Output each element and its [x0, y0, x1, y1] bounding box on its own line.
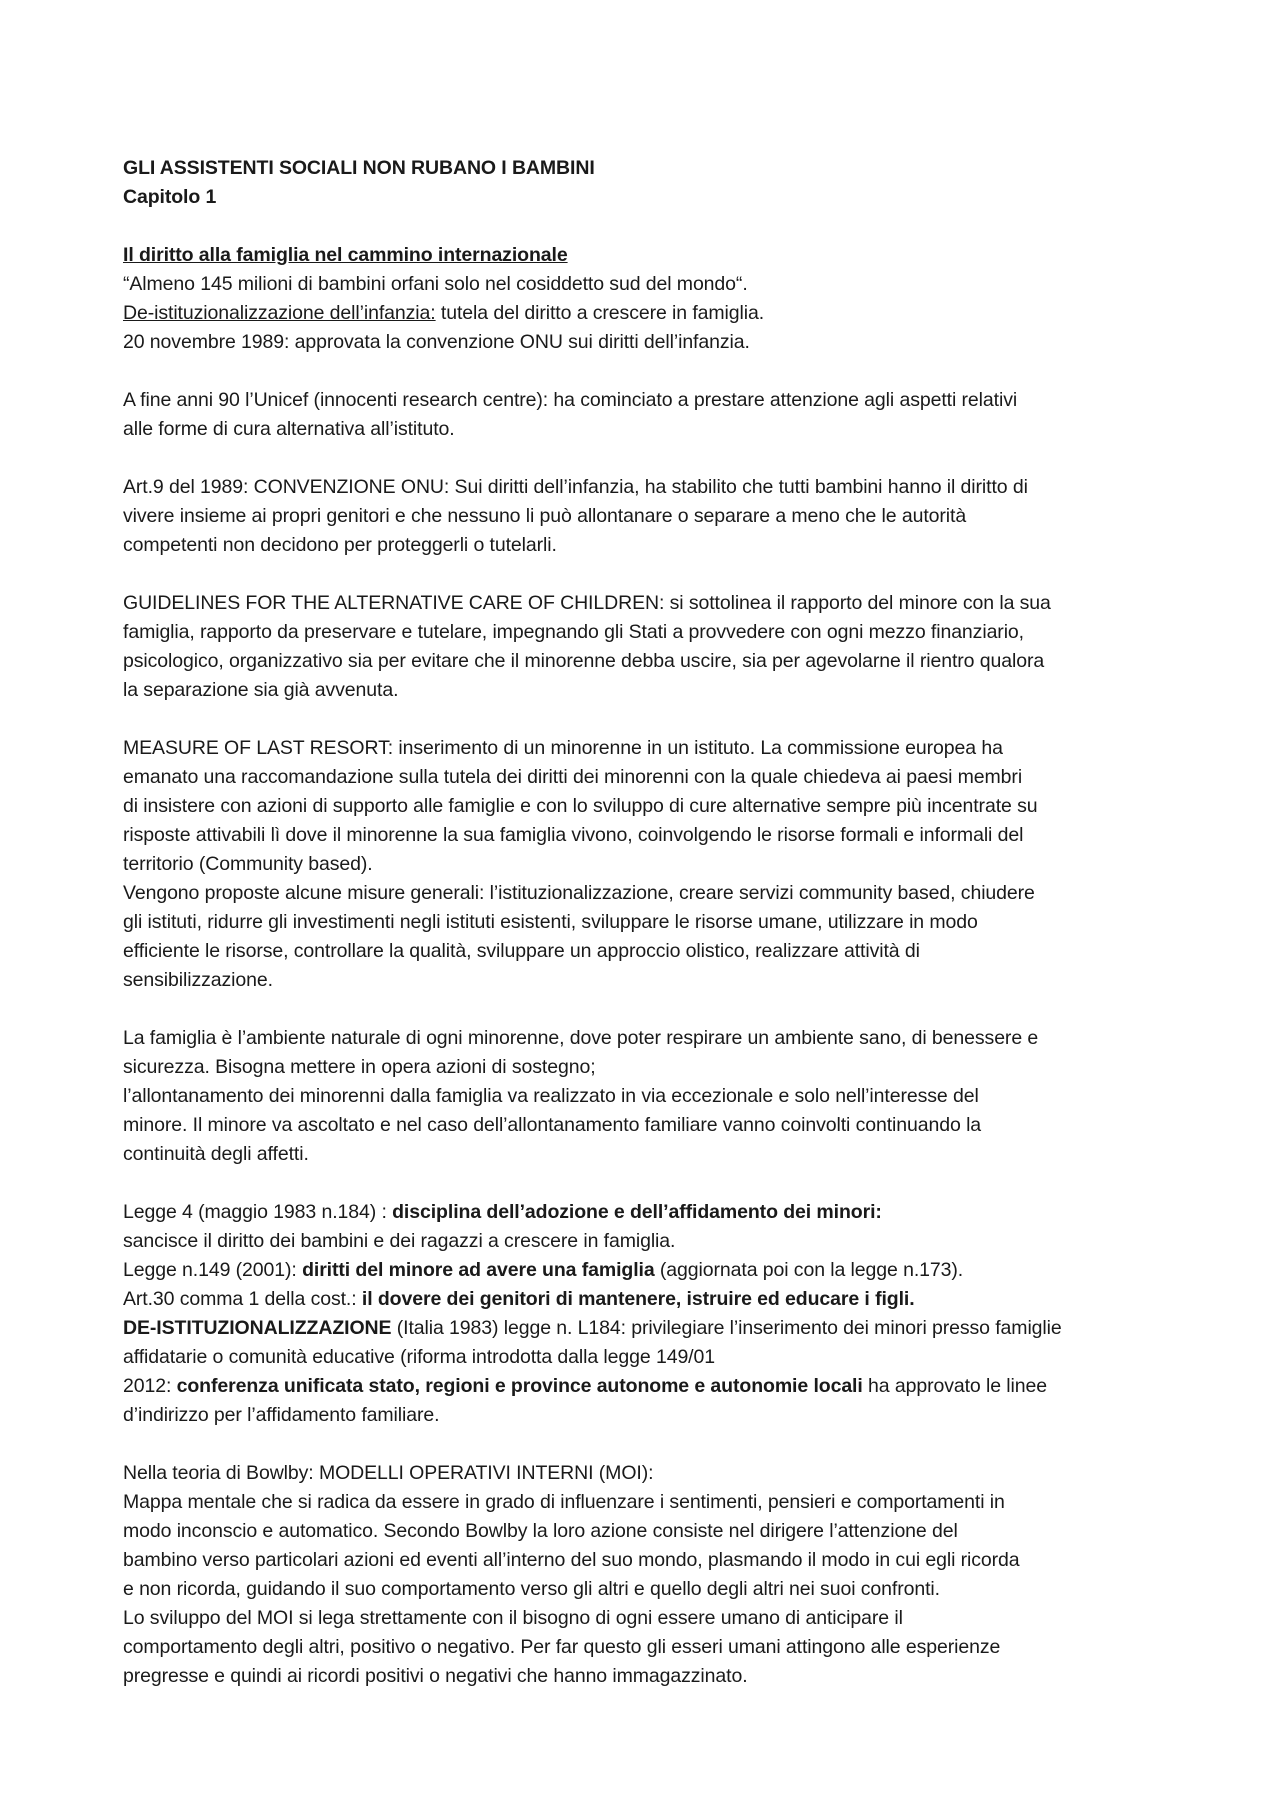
onu-1989: 20 novembre 1989: approvata la convenzione ONU sui diritti dell’infanzia.	[123, 331, 750, 353]
intro-quote: “Almeno 145 milioni di bambini orfani solo nel cosiddetto sud del mondo“.	[123, 273, 748, 295]
blank-line	[123, 560, 1183, 589]
document-page	[123, 154, 1183, 1691]
section-heading: Il diritto alla famiglia nel cammino internazionale	[123, 244, 568, 266]
legge-149: Legge n.149 (2001): diritti del minore ad avere una famiglia (aggiornata poi con la legge n.173).	[123, 1259, 964, 1281]
deistituzionalizzazione: DE-ISTITUZIONALIZZAZIONE (Italia 1983) legge n. L184: privilegiare l’inserimento dei minori presso famiglie	[123, 1317, 1062, 1339]
blank-line	[123, 995, 1183, 1024]
paragraph-guidelines: GUIDELINES FOR THE ALTERNATIVE CARE OF CHILDREN: si sottolinea il rapporto del minore con la sua famiglia, rapporto da preservare e tutelare, impegnando gli Stati a provvedere con ogni mezzo finanziario, psicologico, organizzativo sia per evitare che il minorenne debba uscire, sia per agevolarne il rientro qualora la separazione sia già avvenuta.	[123, 592, 1051, 701]
paragraph-famiglia: La famiglia è l’ambiente naturale di ogni minorenne, dove poter respirare un ambiente sano, di benessere e sicurezza. Bisogna mettere in opera azioni di sostegno; l’allontanamento dei minorenni dalla famiglia va realizzato in via eccezionale e solo nell’interesse del minore. Il minore va ascoltato e nel caso dell’allontanamento familiare vanno coinvolti continuando la continuità degli affetti.	[123, 1027, 1039, 1165]
blank-line	[123, 212, 1183, 241]
paragraph-legge: Legge 4 (maggio 1983 n.184) : disciplina dell’adozione e dell’affidamento dei minori: sancisce il diritto dei bambini e dei ragazzi a crescere in famiglia. Legge n.149 (2001): diritti del minore ad avere una famiglia (aggiornata poi con la legge n.173). Art.30 comma 1 della cost.: il dovere dei genitori di mantenere, istruire ed educare i figli. DE-ISTITUZIONALIZZAZIONE (Italia 1983) legge n. L184: privilegiare l’inserimento dei minori presso famiglie affidatarie o comunità educative (riforma introdotta dalla legge 149/01 2012: conferenza unificata stato, regioni e province autonome e autonomie locali ha approvato le linee d’indirizzo per l’affidamento familiare.	[123, 1198, 1183, 1430]
blank-line	[123, 705, 1183, 734]
paragraph-art9: Art.9 del 1989: CONVENZIONE ONU: Sui diritti dell’infanzia, ha stabilito che tutti bambini hanno il diritto di vivere insieme ai propri genitori e che nessuno li può allontanare o separare a meno che le autorità competenti non decidono per proteggerli o tutelarli.	[123, 476, 1028, 556]
deist-definition: De-istituzionalizzazione dell’infanzia: tutela del diritto a crescere in famiglia.	[123, 302, 765, 324]
blank-line	[123, 1169, 1183, 1198]
legge-4: Legge 4 (maggio 1983 n.184) : disciplina dell’adozione e dell’affidamento dei minori:	[123, 1201, 882, 1223]
paragraph-measure: MEASURE OF LAST RESORT: inserimento di un minorenne in un istituto. La commissione europea ha emanato una raccomandazione sulla tutela dei diritti dei minorenni con la quale chiedeva ai paesi membri di insistere con azioni di supporto alle famiglie e con lo sviluppo di cure alternative sempre più incentrate su risposte attivabili lì dove il minorenne la sua famiglia vivono, coinvolgendo le risorse formali e informali del territorio (Community based). Vengono proposte alcune misure generali: l’istituzionalizzazione, creare servizi community based, chiudere gli istituti, ridurre gli investimenti negli istituti esistenti, sviluppare le risorse umane, utilizzare in modo efficiente le risorse, controllare la qualità, sviluppare un approccio olistico, realizzare attività di sensibilizzazione.	[123, 737, 1038, 991]
document-title: GLI ASSISTENTI SOCIALI NON RUBANO I BAMBINI	[123, 157, 595, 179]
chapter-label: Capitolo 1	[123, 186, 217, 208]
paragraph-unicef: A fine anni 90 l’Unicef (innocenti research centre): ha cominciato a prestare attenzione agli aspetti relativi alle forme di cura alternativa all’istituto.	[123, 389, 1018, 440]
blank-line	[123, 1430, 1183, 1459]
paragraph-bowlby: Nella teoria di Bowlby: MODELLI OPERATIVI INTERNI (MOI): Mappa mentale che si radica da essere in grado di influenzare i sentimenti, pensieri e comportamenti in modo inconscio e automatico. Secondo Bowlby la loro azione consiste nel dirigere l’attenzione del bambino verso particolari azioni ed eventi all’interno del suo mondo, plasmando il modo in cui egli ricorda e non ricorda, guidando il suo comportamento verso gli altri e quello degli altri nei suoi confronti. Lo sviluppo del MOI si lega strettamente con il bisogno di ogni essere umano di anticipare il comportamento degli altri, positivo o negativo. Per far questo gli esseri umani attingono alle esperienze pregresse e quindi ai ricordi positivi o negativi che hanno immagazzinato.	[123, 1462, 1020, 1687]
blank-line	[123, 444, 1183, 473]
year-2012: 2012: conferenza unificata stato, regioni e province autonome e autonomie locali ha approvato le linee	[123, 1375, 1047, 1397]
blank-line	[123, 357, 1183, 386]
art-30: Art.30 comma 1 della cost.: il dovere dei genitori di mantenere, istruire ed educare i figli.	[123, 1288, 915, 1310]
